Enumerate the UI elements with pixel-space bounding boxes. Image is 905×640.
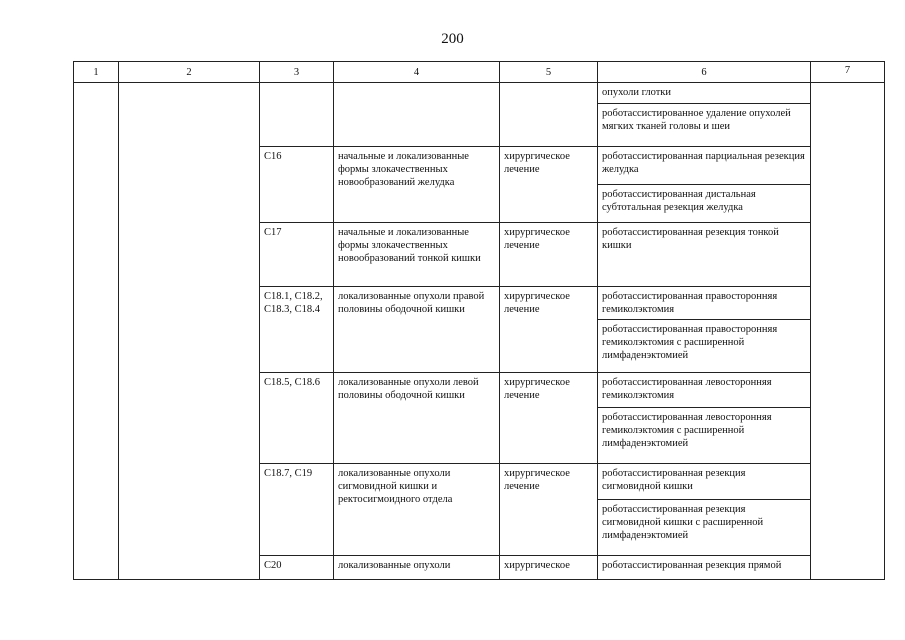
code-cell: C18.7, C19 [260,464,334,556]
treatment-cell: хирургическое лечение [500,223,598,287]
column-number-5: 5 [500,62,598,83]
diagnosis-cell: локализованные опухоли левой половины ободочной кишки [334,373,500,464]
diagnosis-cell: локализованные опухоли правой половины ободочной кишки [334,287,500,373]
procedure-cell: роботассистированная резекция тонкой кишки [598,223,811,287]
procedure-cell: роботассистированная дистальная субтотальная резекция желудка [598,185,811,223]
code-cell: C18.1, C18.2, C18.3, C18.4 [260,287,334,373]
column-1-cell [74,83,119,580]
column-number-2: 2 [119,62,260,83]
procedure-cell: опухоли глотки [598,83,811,104]
diagnosis-cell: начальные и локализованные формы злокачественных новообразований желудка [334,147,500,223]
treatment-cell: хирургическое лечение [500,373,598,464]
table-row [74,83,885,104]
treatment-cell: хирургическое лечение [500,147,598,223]
code-cell: C17 [260,223,334,287]
procedure-cell: роботассистированная резекция сигмовидной кишки с расширенной лимфаденэктомией [598,500,811,556]
diagnosis-cell: начальные и локализованные формы злокачественных новообразований тонкой кишки [334,223,500,287]
column-number-1: 1 [74,62,119,83]
procedures-table [73,61,885,580]
treatment-cell: хирургическое лечение [500,287,598,373]
code-cell: C20 [260,556,334,580]
column-number-7: 7 [811,62,885,83]
column-number-3: 3 [260,62,334,83]
column-number-6: 6 [598,62,811,83]
page-number: 200 [441,31,464,47]
column-2-cell [119,83,260,580]
procedure-cell: роботассистированная резекция прямой [598,556,811,580]
code-cell: C16 [260,147,334,223]
column-number-row [74,62,885,83]
treatment-cell-continued [500,83,598,147]
column-number-4: 4 [334,62,500,83]
treatment-cell: хирургическое лечение [500,464,598,556]
treatment-cell: хирургическое [500,556,598,580]
procedure-cell: роботассистированная правосторонняя гемиколэктомия с расширенной лимфаденэктомией [598,320,811,373]
procedure-cell: роботассистированная правосторонняя гемиколэктомия [598,287,811,320]
column-7-cell [811,83,885,580]
procedure-cell: роботассистированная резекция сигмовидной кишки [598,464,811,500]
code-cell-continued [260,83,334,147]
procedure-cell: роботассистированная левосторонняя гемиколэктомия с расширенной лимфаденэктомией [598,408,811,464]
diagnosis-cell: локализованные опухоли сигмовидной кишки и ректосигмоидного отдела [334,464,500,556]
procedure-cell: роботассистированное удаление опухолей мягких тканей головы и шеи [598,104,811,147]
diagnosis-cell-continued [334,83,500,147]
procedure-cell: роботассистированная парциальная резекция желудка [598,147,811,185]
procedure-cell: роботассистированная левосторонняя гемиколэктомия [598,373,811,408]
code-cell: C18.5, C18.6 [260,373,334,464]
diagnosis-cell: локализованные опухоли [334,556,500,580]
